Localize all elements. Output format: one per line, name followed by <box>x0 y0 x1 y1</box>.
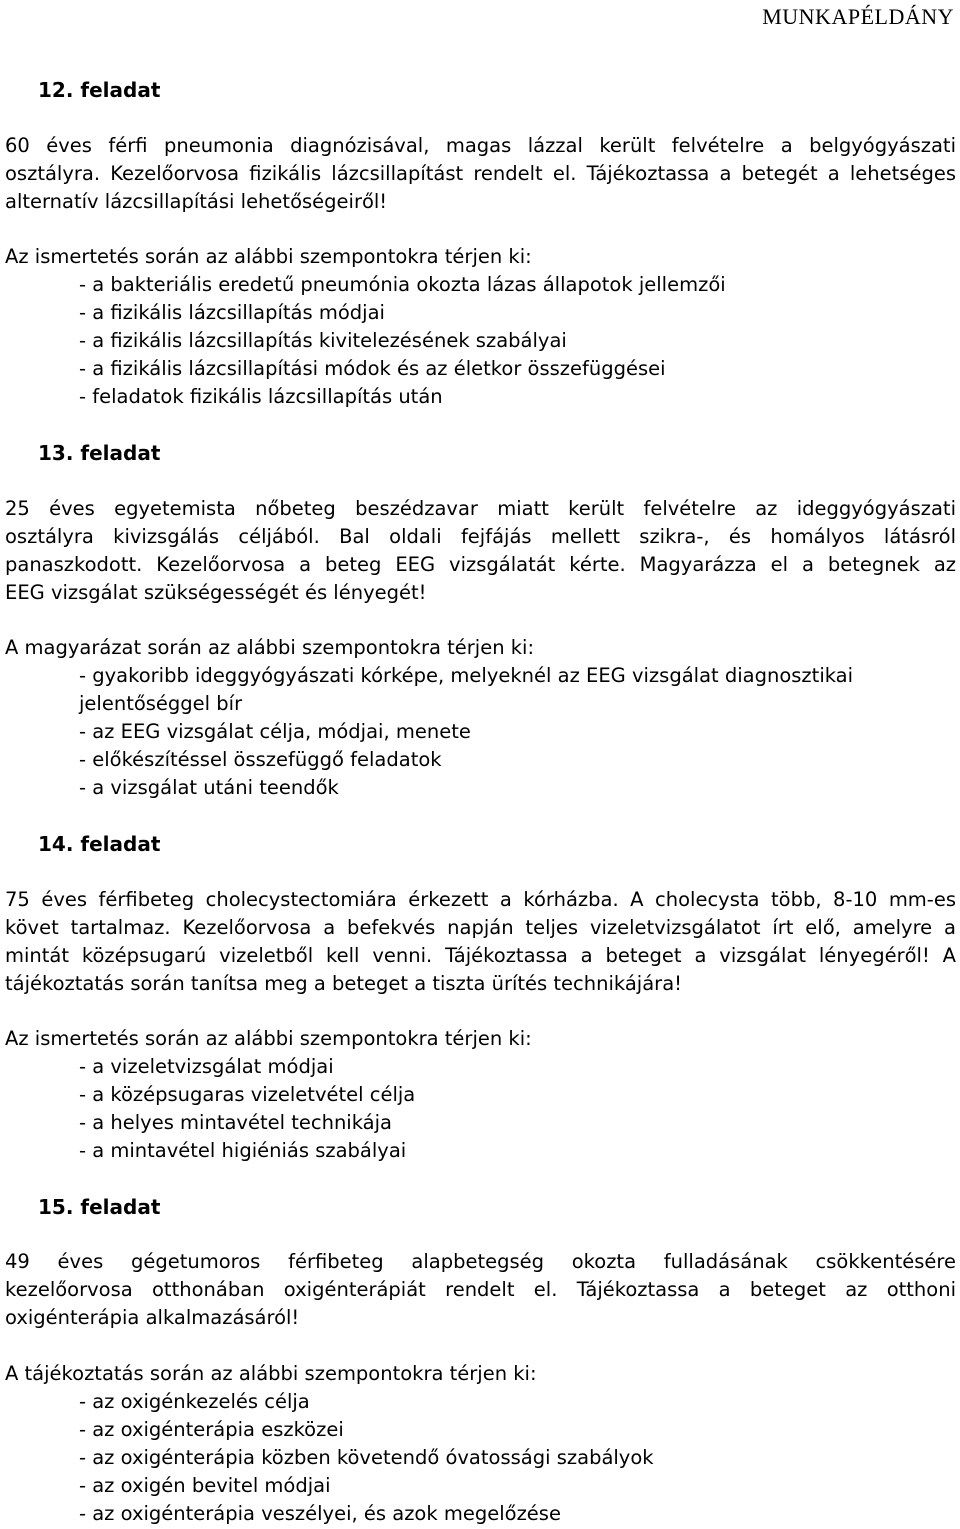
task-12-title: 12. feladat <box>38 78 161 102</box>
task-12-bullet-list <box>79 271 726 411</box>
list-item: - a középsugaras vizeletvétel célja <box>79 1083 416 1106</box>
list-item: - az oxigénterápia eszközei <box>79 1418 344 1441</box>
list-item: - a fizikális lázcsillapítás módjai <box>79 301 385 324</box>
task-15-bullet-list <box>79 1388 654 1528</box>
list-item: - az EEG vizsgálat célja, módjai, menete <box>79 720 471 743</box>
task-13-line: EEG vizsgálat szükségességét és lényegét! <box>5 581 427 604</box>
list-item: - a bakteriális eredetű pneumónia okozta lázas állapotok jellemzői <box>79 273 726 296</box>
list-item: - az oxigénkezelés célja <box>79 1390 310 1413</box>
list-item: jelentőséggel bír <box>79 692 243 715</box>
task-12-line: osztályra. Kezelőorvosa fizikális lázcsillapítást rendelt el. Tájékoztassa a betegét a lehetséges <box>5 162 956 185</box>
list-item: - az oxigénterápia veszélyei, és azok megelőzése <box>79 1502 561 1525</box>
task-13-line: 25 éves egyetemista nőbeteg beszédzavar miatt került felvételre az ideggyógyászati <box>5 497 956 520</box>
task-12-line: alternatív lázcsillapítási lehetőségeiről! <box>5 190 388 213</box>
task-14-title: 14. feladat <box>38 832 161 856</box>
list-item: - a fizikális lázcsillapítás kivitelezésének szabályai <box>79 329 567 352</box>
task-12-line: 60 éves férfi pneumonia diagnózisával, magas lázzal került felvételre a belgyógyászati <box>5 134 956 157</box>
task-13-intro: A magyarázat során az alábbi szempontokra térjen ki: <box>5 636 535 659</box>
list-item: - feladatok fizikális lázcsillapítás után <box>79 385 443 408</box>
task-15-line: oxigénterápia alkalmazásáról! <box>5 1306 300 1329</box>
task-14-line: mintát középsugarú vizeletből kell venni. Tájékoztassa a beteget a vizsgálat lényegéről! A <box>5 944 956 967</box>
task-14-bullet-list <box>79 1053 415 1165</box>
task-14-line: tájékoztatás során tanítsa meg a beteget a tiszta ürítés technikájára! <box>5 972 682 995</box>
list-item: - előkészítéssel összefüggő feladatok <box>79 748 442 771</box>
task-13-bullet-list <box>79 662 853 802</box>
task-13-line: panaszkodott. Kezelőorvosa a beteg EEG vizsgálatát kérte. Magyarázza el a betegnek az <box>5 553 956 576</box>
list-item: - a vizeletvizsgálat módjai <box>79 1055 334 1078</box>
list-item: - a vizsgálat utáni teendők <box>79 776 339 799</box>
task-15-title: 15. feladat <box>38 1195 161 1219</box>
task-15-intro: A tájékoztatás során az alábbi szempontokra térjen ki: <box>5 1362 537 1385</box>
task-14-intro: Az ismertetés során az alábbi szempontokra térjen ki: <box>5 1027 532 1050</box>
task-13-line: osztályra kivizsgálás céljából. Bal oldali fejfájás mellett szikra-, és homályos látásról <box>5 525 956 548</box>
document-header-label: MUNKAPÉLDÁNY <box>762 4 954 29</box>
task-14-line: 75 éves férfibeteg cholecystectomiára érkezett a kórházba. A cholecysta több, 8-10 mm-es <box>5 888 956 911</box>
list-item: - az oxigénterápia közben követendő óvatossági szabályok <box>79 1446 654 1469</box>
task-13-title: 13. feladat <box>38 441 161 465</box>
list-item: - az oxigén bevitel módjai <box>79 1474 331 1497</box>
list-item: - gyakoribb ideggyógyászati kórképe, melyeknél az EEG vizsgálat diagnosztikai <box>79 664 854 687</box>
task-15-line: kezelőorvosa otthonában oxigénterápiát rendelt el. Tájékoztassa a beteget az otthoni <box>5 1278 956 1301</box>
list-item: - a fizikális lázcsillapítási módok és az életkor összefüggései <box>79 357 666 380</box>
list-item: - a helyes mintavétel technikája <box>79 1111 392 1134</box>
task-15-line: 49 éves gégetumoros férfibeteg alapbetegség okozta fulladásának csökkentésére <box>5 1250 956 1273</box>
task-12-intro: Az ismertetés során az alábbi szempontokra térjen ki: <box>5 245 532 268</box>
list-item: - a mintavétel higiéniás szabályai <box>79 1139 407 1162</box>
task-14-line: követ tartalmaz. Kezelőorvosa a befekvés napján teljes vizeletvizsgálatot írt elő, amelyre a <box>5 916 956 939</box>
